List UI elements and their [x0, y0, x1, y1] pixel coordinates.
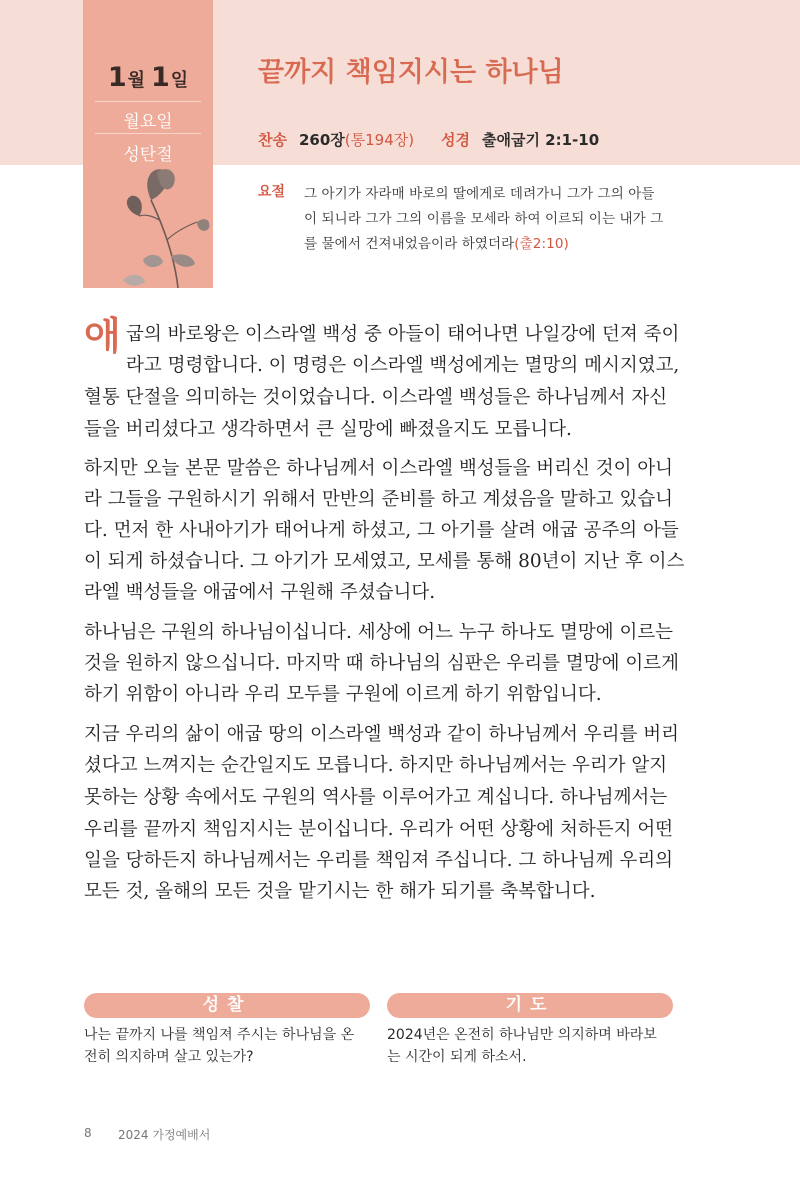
scripture-info: [441, 129, 599, 150]
leaf-illustration-icon: [83, 160, 213, 288]
divider: [95, 133, 201, 134]
page-number: 8: [84, 1126, 92, 1140]
hymn-label: 찬송: [258, 131, 287, 149]
body-line: 하기 위함이 아니라 우리 모두를 구원에 이르게 하기 위함입니다.: [84, 684, 602, 705]
prayer-heading: 기도: [387, 993, 673, 1018]
month-unit: 월: [127, 70, 145, 91]
key-verse-text: 를 물에서 건져내었음이라 하였더라: [304, 236, 515, 252]
day-number: 1: [151, 62, 170, 93]
day-unit: 일: [170, 70, 189, 91]
reflection-heading: 성찰: [84, 993, 370, 1018]
scripture-value: 출애굽기 2:1-10: [481, 131, 600, 149]
body-line: 이 되게 하셨습니다. 그 아기가 모세였고, 모세를 통해 80년이 지난 후 이스: [84, 551, 685, 572]
key-verse-label: 요절: [258, 184, 286, 200]
date-box: [83, 0, 213, 288]
body-line: 혈통 단절을 의미하는 것이었습니다. 이스라엘 백성들은 하나님께서 자신: [84, 387, 668, 408]
page-title: 끝까지 책임지시는 하나님: [258, 57, 564, 88]
weekday: 월요일: [123, 112, 173, 132]
body-line: 라고 명령합니다. 이 명령은 이스라엘 백성에게는 멸망의 메시지였고,: [126, 355, 680, 376]
body-line: 지금 우리의 삶이 애굽 땅의 이스라엘 백성과 같이 하나님께서 우리를 버리: [84, 724, 679, 745]
body-line: 다. 먼저 한 사내아기가 태어나게 하셨고, 그 아기를 살려 애굽 공주의 아들: [84, 520, 679, 541]
hymn-value: 260장: [298, 131, 345, 149]
hymn-alt: (통194장): [344, 131, 415, 149]
body-line: 셨다고 느껴지는 순간일지도 모릅니다. 하지만 하나님께서는 우리가 알지: [84, 755, 668, 776]
publication-name: 2024 가정예배서: [118, 1128, 211, 1142]
prayer-line: 2024년은 온전히 하나님만 의지하며 바라보: [387, 1027, 657, 1043]
key-verse-reference: (출2:10): [514, 236, 569, 252]
body-line: 우리를 끝까지 책임지시는 분이십니다. 우리가 어떤 상황에 처하든지 어떤: [84, 819, 674, 840]
scripture-label: 성경: [441, 131, 470, 149]
body-line: 라엘 백성들을 애굽에서 구원해 주셨습니다.: [84, 582, 436, 603]
key-verse-line: [304, 232, 569, 252]
key-verse-line: 이 되니라 그가 그의 이름을 모세라 하여 이르되 이는 내가 그: [304, 211, 664, 227]
reflection-line: 나는 끝까지 나를 책임져 주시는 하나님을 온: [84, 1027, 355, 1043]
prayer-line: 는 시간이 되게 하소서.: [387, 1049, 527, 1065]
month-number: 1: [107, 62, 127, 93]
body-line: 들을 버리셨다고 생각하면서 큰 실망에 빠졌을지도 모릅니다.: [84, 419, 572, 440]
key-verse-line: 그 아기가 자라매 바로의 딸에게로 데려가니 그가 그의 아들: [304, 186, 655, 202]
divider: [95, 101, 201, 102]
hymn-info: [258, 129, 414, 150]
drop-cap: 애: [84, 314, 121, 358]
date-heading: [83, 62, 213, 93]
body-line: 모든 것, 올해의 모든 것을 맡기시는 한 해가 되기를 축복합니다.: [84, 881, 596, 902]
body-line: 굽의 바로왕은 이스라엘 백성 중 아들이 태어나면 나일강에 던져 죽이: [126, 324, 680, 345]
body-line: 하나님은 구원의 하나님이십니다. 세상에 어느 누구 하나도 멸망에 이르는: [84, 622, 674, 643]
body-line: 라 그들을 구원하시기 위해서 만반의 준비를 하고 계셨음을 말하고 있습니: [84, 489, 674, 510]
body-line: 못하는 상황 속에서도 구원의 역사를 이루어가고 계십니다. 하나님께서는: [84, 787, 668, 808]
body-line: 것을 원하지 않으십니다. 마지막 때 하나님의 심판은 우리를 멸망에 이르게: [84, 653, 679, 674]
reflection-line: 전히 의지하며 살고 있는가?: [84, 1049, 254, 1065]
body-line: 일을 당하든지 하나님께서는 우리를 책임져 주십니다. 그 하나님께 우리의: [84, 850, 674, 871]
holiday: 성탄절: [123, 145, 173, 165]
body-line: 하지만 오늘 본문 말씀은 하나님께서 이스라엘 백성들을 버리신 것이 아니: [84, 458, 674, 479]
